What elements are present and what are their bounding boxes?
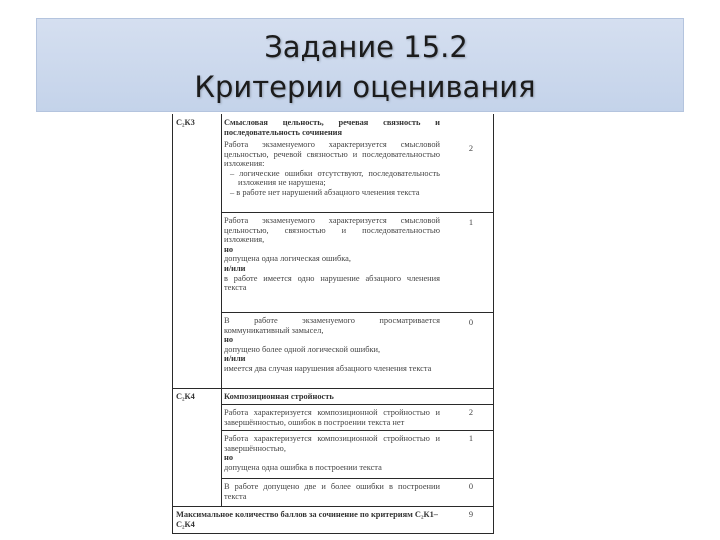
level-text: – в работе нет нарушений абзацного членения текста (230, 187, 420, 197)
level-text: и/или (224, 263, 246, 273)
total-label: Максимальное количество баллов за сочинение по критериям С₂К1–С₂К4 (176, 510, 438, 529)
level-text: Работа экзаменуемого характеризуется смысловой цельностью, речевой связностью и последовательностью изложения: (224, 140, 440, 169)
criterion-code: С₂К3 (176, 118, 195, 127)
criterion-level (224, 482, 440, 501)
criterion-level (224, 216, 440, 293)
row-divider (221, 478, 494, 479)
level-text: но (224, 453, 234, 463)
level-text: допущена одна ошибка в построении текста (224, 462, 382, 472)
level-points: 1 (468, 218, 474, 227)
row-divider (221, 430, 494, 431)
total-points: 9 (468, 510, 474, 519)
level-text: – логические ошибки отсутствуют, последовательность изложения не нарушена; (230, 168, 440, 188)
table-border-left (172, 114, 173, 534)
level-text: допущена одна логическая ошибка, (224, 254, 351, 264)
row-divider (221, 212, 494, 213)
level-text: в работе имеется одно нарушение абзацного членения текста (224, 273, 440, 293)
level-text: В работе экзаменуемого просматривается коммуникативный замысел, (224, 316, 440, 335)
criteria-table (172, 114, 494, 534)
criterion-level (224, 434, 440, 472)
table-border-right (493, 114, 494, 534)
level-points: 1 (468, 434, 474, 443)
level-text: но (224, 335, 234, 345)
level-points: 2 (468, 144, 474, 153)
level-text: допущено более одной логической ошибки, (224, 344, 381, 354)
level-points: 0 (468, 482, 474, 491)
level-text: но (224, 244, 234, 254)
criterion-level (224, 140, 440, 198)
row-divider (221, 404, 494, 405)
level-text: Работа характеризуется композиционной стройностью и завершённостью, (224, 434, 440, 453)
criterion-code: С₂К4 (176, 392, 195, 401)
row-divider (221, 312, 494, 313)
level-text: Работа характеризуется композиционной стройностью и завершённостью, ошибок в построении текста нет (224, 408, 440, 427)
level-text: Работа экзаменуемого характеризуется смысловой цельностью, связностью и последовательностью изложения, (224, 216, 440, 245)
row-divider (172, 388, 494, 389)
table-border-bottom (172, 533, 494, 534)
level-text: В работе допущено две и более ошибки в построении текста (224, 482, 440, 501)
slide-subtitle: Критерии оценивания (194, 70, 536, 104)
table-column-divider (221, 114, 222, 506)
slide-title: Задание 15.2 (264, 30, 468, 64)
level-points: 2 (468, 408, 474, 417)
level-points: 0 (468, 318, 474, 327)
criterion-heading: Смысловая цельность, речевая связность и последовательность сочинения (224, 118, 440, 137)
criterion-level (224, 408, 440, 427)
level-text: имеется два случая нарушения абзацного членения текста (224, 363, 432, 373)
criterion-heading: Композиционная стройность (224, 392, 334, 401)
criterion-level (224, 316, 440, 374)
row-divider (172, 506, 494, 507)
level-text: и/или (224, 354, 246, 364)
